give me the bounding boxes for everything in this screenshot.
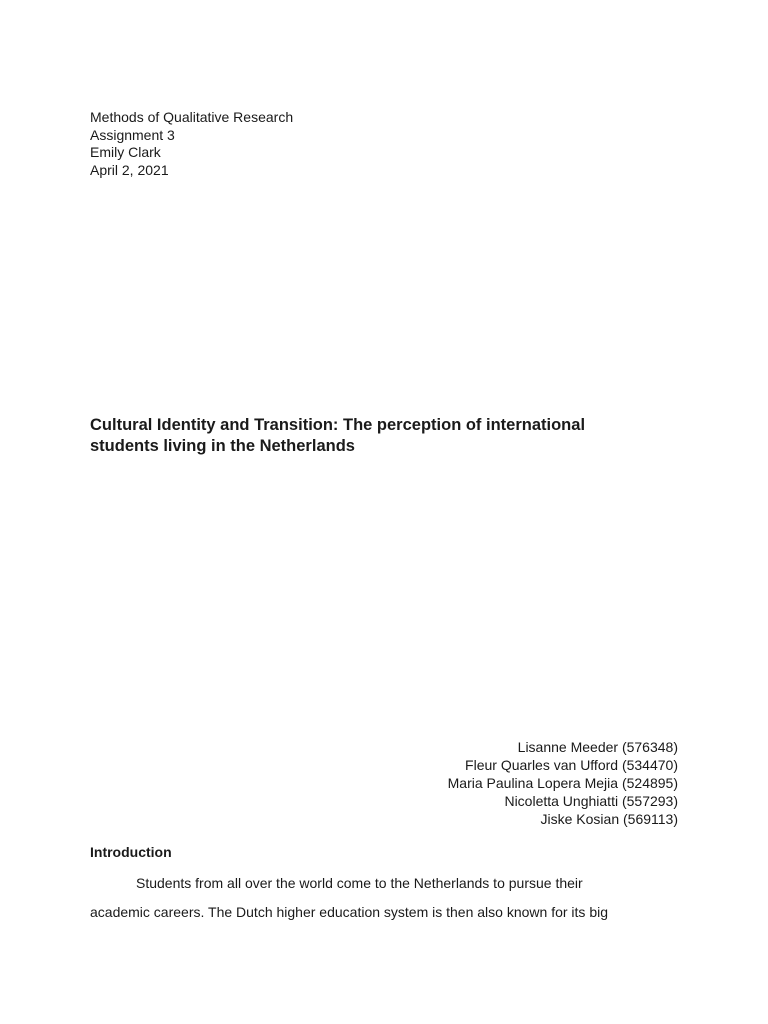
document-header [90, 109, 293, 179]
paragraph-line: Students from all over the world come to the Netherlands to pursue their [136, 875, 583, 891]
submission-date: April 2, 2021 [90, 161, 169, 178]
introduction-paragraph [90, 869, 680, 927]
author-item: Nicoletta Unghiatti (557293) [504, 793, 678, 809]
author-item: Jiske Kosian (569113) [540, 811, 678, 827]
introduction-heading: Introduction [90, 844, 172, 860]
title-line-2: students living in the Netherlands [90, 437, 355, 455]
instructor-name: Emily Clark [90, 144, 161, 160]
assignment-number: Assignment 3 [90, 126, 175, 143]
author-item: Lisanne Meeder (576348) [517, 739, 678, 755]
author-item: Fleur Quarles van Ufford (534470) [465, 757, 678, 773]
paragraph-line: academic careers. The Dutch higher education system is then also known for its big [90, 904, 608, 920]
document-title [90, 415, 650, 457]
title-line-1: Cultural Identity and Transition: The perception of international [90, 416, 586, 434]
author-item: Maria Paulina Lopera Mejia (524895) [447, 775, 678, 791]
author-list [448, 738, 678, 828]
course-name: Methods of Qualitative Research [90, 109, 294, 125]
